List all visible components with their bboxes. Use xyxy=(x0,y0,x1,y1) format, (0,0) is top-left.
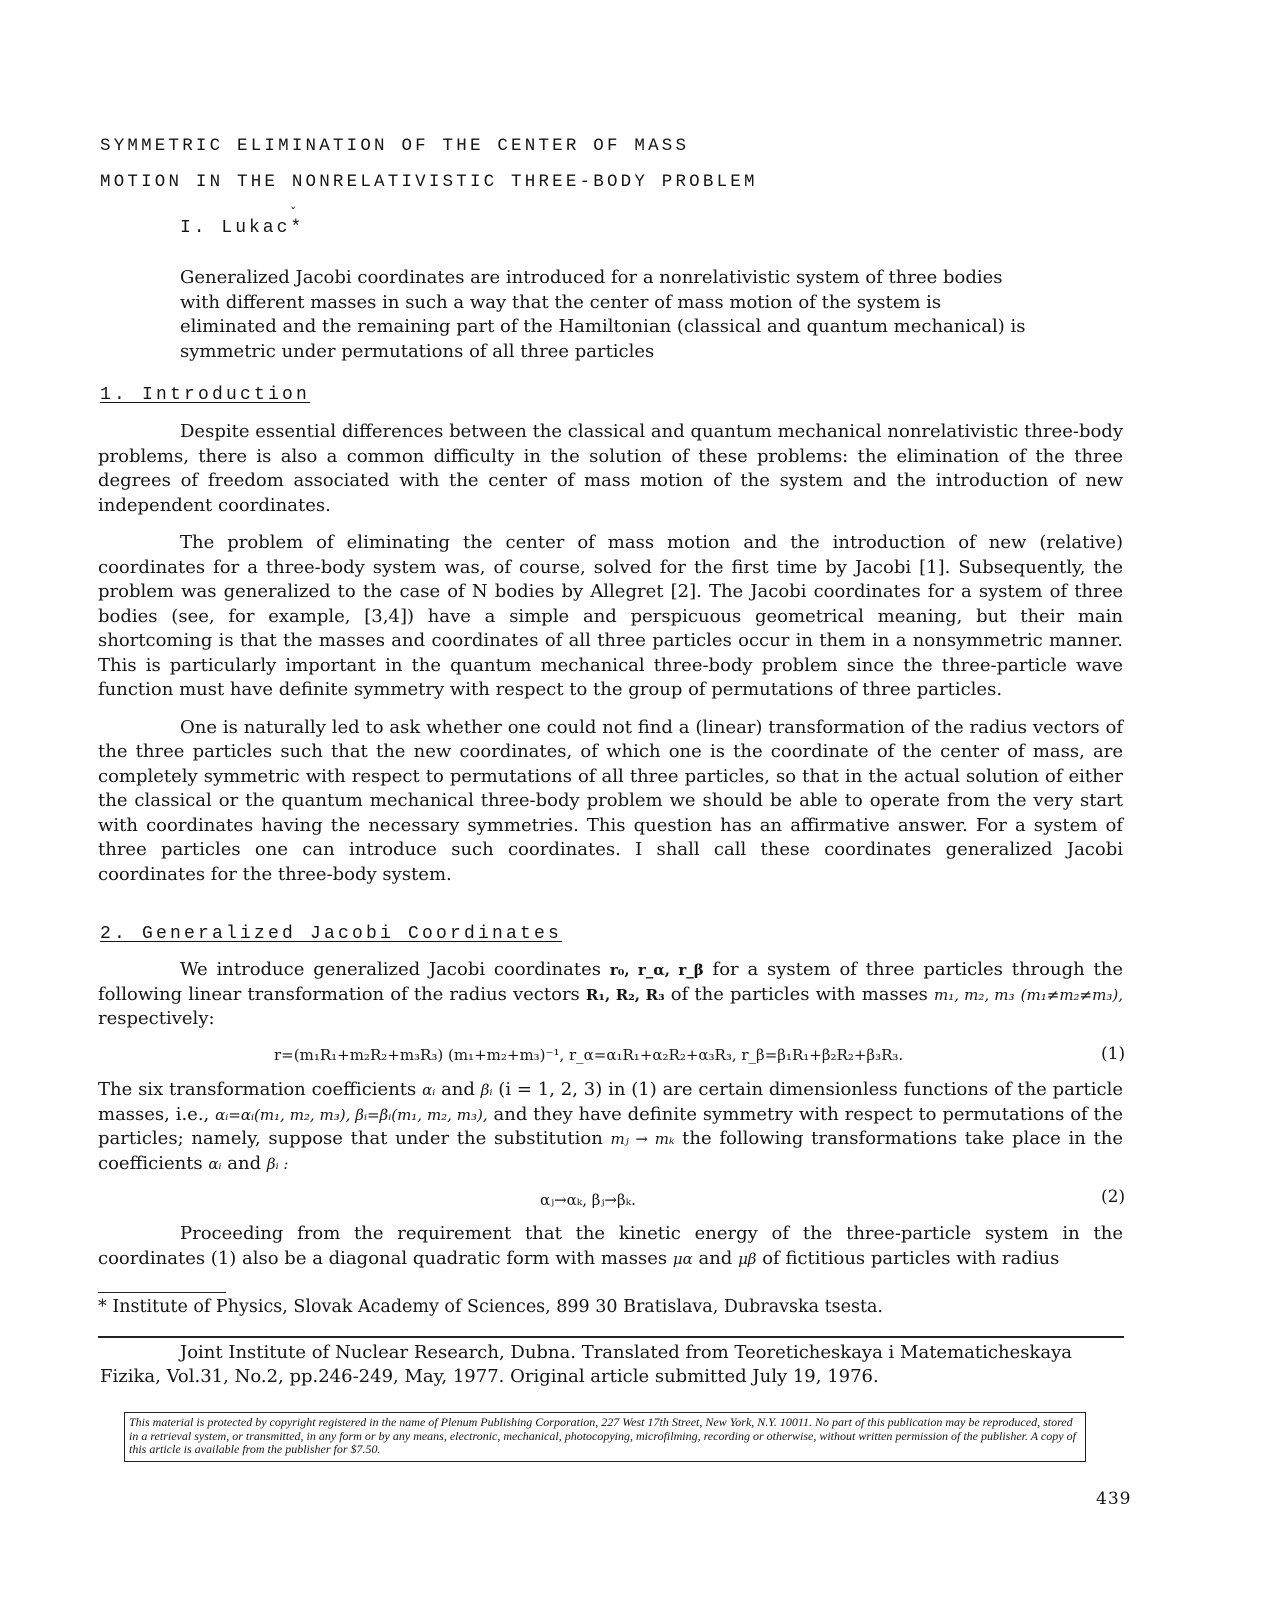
copyright-box xyxy=(124,1412,1086,1462)
generalized-body-1 xyxy=(98,958,1123,1032)
gen-paragraph-1 xyxy=(98,958,1123,1032)
equation-1-number: (1) xyxy=(1101,1044,1126,1064)
gen-p1-text-d: respectively: xyxy=(98,1008,215,1029)
beta-i-colon-math: βᵢ : xyxy=(266,1154,289,1173)
title-line-1: SYMMETRIC ELIMINATION OF THE CENTER OF MASS xyxy=(100,136,690,156)
intro-paragraph-2: The problem of eliminating the center of mass motion and the introduction of new (relative) coordinates for a three-body system was, of course, solved for the first time by Jacobi [1]. Subsequently, the problem was generalized to the case of N bodies by Allegret [2]. The Jacobi coordinates for a system of three bodies (see, for example, [3,4]) have a simple and perspicuous geometrical meaning, but their main shortcoming is that the masses and coordinates of all three particles occur in them in a nonsymmetric manner. This is particularly important in the quantum mechanical three-body problem since the three-particle wave function must have definite symmetry with respect to the group of permutations of three particles. xyxy=(98,532,1123,700)
introduction-body xyxy=(98,420,1123,887)
equation-2-number: (2) xyxy=(1101,1187,1126,1207)
alpha-i-math: αᵢ xyxy=(422,1081,436,1099)
generalized-body-3 xyxy=(98,1222,1123,1271)
gen-paragraph-3 xyxy=(98,1222,1123,1271)
masses-math: m₁, m₂, m₃ xyxy=(934,985,1015,1004)
page-number: 439 xyxy=(1096,1489,1132,1509)
footnote: * Institute of Physics, Slovak Academy of Sciences, 899 30 Bratislava, Dubravska tsesta. xyxy=(98,1297,883,1317)
caron-mark: ˇ xyxy=(290,206,297,221)
intro-paragraph-3: One is naturally led to ask whether one could not find a (linear) transformation of the radius vectors of the three particles such that the new coordinates, of which one is the coordinate of the center of mass, are completely symmetric with respect to permutations of all three particles, so that in the actual solution of either the classical or the quantum mechanical three-body problem we should be able to operate from the very start with coordinates having the necessary symmetries. This question has an affirmative answer. For a system of three particles one can introduce such coordinates. I shall call these coordinates generalized Jacobi coordinates for the three-body system. xyxy=(98,716,1123,885)
coef-function-math: αᵢ=αᵢ(m₁, m₂, m₃), βᵢ=βᵢ(m₁, m₂, m₃), xyxy=(215,1105,488,1124)
gen-p2-text-a: The six transformation coefficients xyxy=(98,1079,417,1100)
gen-p1-text-c: of the particles with masses xyxy=(670,983,928,1005)
gen-p2-text-c: (i = 1, 2, 3) in (1) are certain dimensionless functions of the particle masses, i.e., xyxy=(98,1079,1123,1125)
gen-p3-text-b: of fictitious particles with radius xyxy=(762,1247,1060,1269)
beta-i-math: βᵢ xyxy=(480,1081,493,1099)
substitution-math: mⱼ → mₖ xyxy=(610,1130,675,1148)
author: I. Lukac* xyxy=(180,218,305,238)
gen-p2-text-d: and they have definite symmetry with respect to permutations of the particles; namely, suppose that under the substitution xyxy=(98,1103,1123,1149)
equation-1: r=(m₁R₁+m₂R₂+m₃R₃) (m₁+m₂+m₃)⁻¹, r_α=α₁R₁+α₂R₂+α₃R₃, r_β=β₁R₁+β₂R₂+β₃R₃. xyxy=(274,1046,904,1064)
gen-p2-text-b: and xyxy=(441,1079,475,1100)
section-heading-generalized-jacobi: 2. Generalized Jacobi Coordinates xyxy=(100,924,563,944)
mu-alpha-math: μα xyxy=(672,1249,693,1268)
journal-info: Joint Institute of Nuclear Research, Dubna. Translated from Teoreticheskaya i Matematicheskaya Fizika, Vol.31, No.2, pp.246-249, May, 1977. Original article submitted July 19, 1976. xyxy=(100,1342,1072,1387)
gen-p1-text-b: for a system of three particles through the following linear transformation of the radius vectors xyxy=(98,959,1123,1005)
copyright-text: This material is protected by copyright registered in the name of Plenum Publishing Corporation, 227 West 17th Street, New York, N.Y. 10011. No part of this publication may be reproduced, stored in a retrieval system, or transmitted, in any form or by any means, electronic, mechanical, photocopying, microfilming, recording or otherwise, without written permission of the publisher. A copy of this article is available from the publisher for $7.50. xyxy=(129,1415,1076,1456)
gen-p3-text-a: Proceeding from the requirement that the kinetic energy of the three-particle system in the coordinates (1) also be a diagonal quadratic form with masses xyxy=(98,1223,1123,1269)
coords-math: r₀, r_α, r_β xyxy=(609,961,704,979)
footnote-rule xyxy=(98,1292,226,1293)
intro-paragraph-1: Despite essential differences between the classical and quantum mechanical nonrelativistic three-body problems, there is also a common difficulty in the solution of these problems: the elimination of the three degrees of freedom associated with the center of mass motion of the system and the introduction of new independent coordinates. xyxy=(98,421,1123,516)
journal-rule xyxy=(98,1336,1124,1338)
mu-beta-math: μβ xyxy=(738,1249,757,1268)
unequal-masses-math: (m₁≠m₂≠m₃), xyxy=(1020,985,1123,1004)
radius-vectors-math: R₁, R₂, R₃ xyxy=(585,985,665,1004)
gen-p2-text-e: the following transformations take place in the coefficients xyxy=(98,1128,1123,1174)
gen-p3-and: and xyxy=(698,1247,733,1269)
generalized-body-2 xyxy=(98,1078,1123,1176)
equation-2: αⱼ→αₖ, βⱼ→βₖ. xyxy=(540,1191,636,1209)
gen-p2-and: and xyxy=(227,1152,262,1174)
title-line-2: MOTION IN THE NONRELATIVISTIC THREE-BODY PROBLEM xyxy=(100,172,758,192)
gen-p1-text-a: We introduce generalized Jacobi coordinates xyxy=(180,959,602,980)
gen-paragraph-2 xyxy=(98,1078,1123,1176)
alpha-i-math-2: αᵢ xyxy=(208,1154,222,1173)
abstract: Generalized Jacobi coordinates are introduced for a nonrelativistic system of three bodies with different masses in such a way that the center of mass motion of the system is eliminated and the remaining part of the Hamiltonian (classical and quantum mechanical) is symmetric under permutations of all three particles xyxy=(180,267,1026,362)
section-heading-introduction: 1. Introduction xyxy=(100,385,311,405)
